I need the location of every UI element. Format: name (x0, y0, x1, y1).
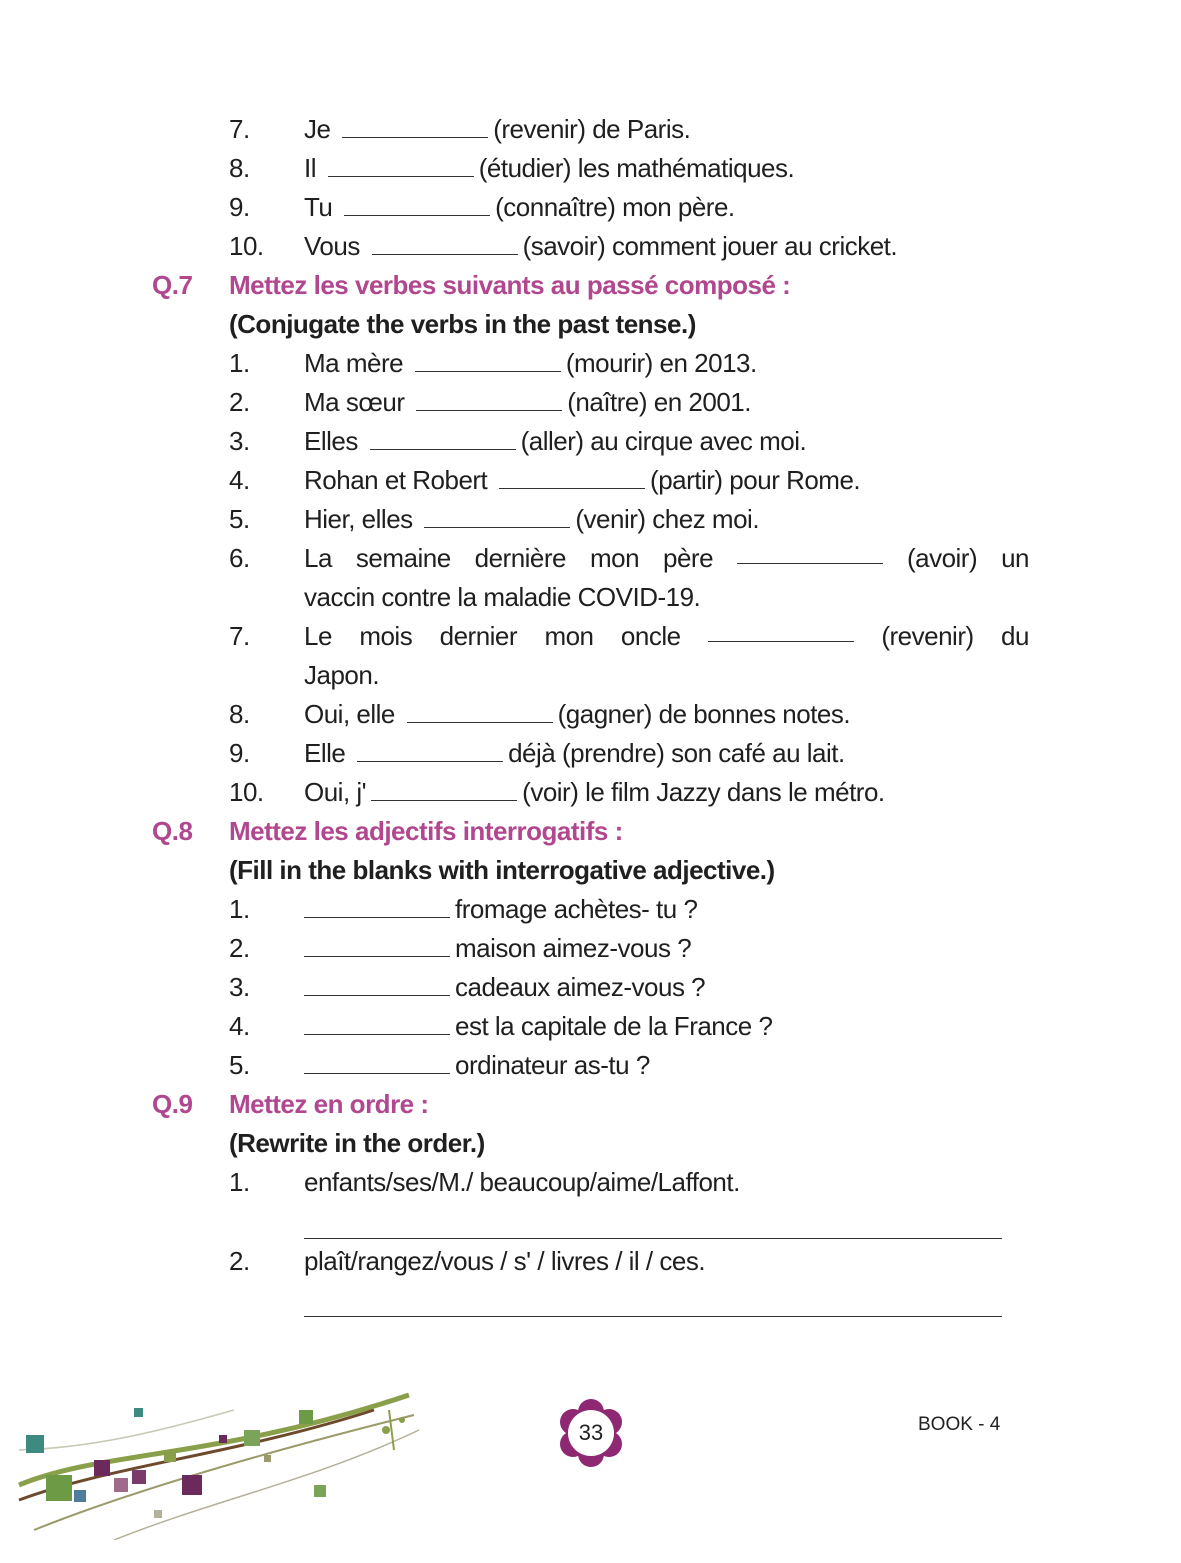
answer-blank[interactable] (499, 464, 645, 489)
answer-blank[interactable] (304, 1010, 450, 1035)
worksheet-page: 7. Je (revenir) de Paris. 8. Il (étudier) les mathématiques. 9. Tu (connaître) mon père. 10. Vous (savoir) comment jouer au cricket. Q.7 Mettez les verbes suivants au passé composé : (Conjugate the verbs in the past tense.) 1. Ma mère (mourir) en 2013. 2. Ma sœur (naître) en 2001. 3. Elles (aller) au cirque avec moi. 4. Rohan et Robert (partir) pour Rome. 5. Hier, elles (venir) chez moi. 6. La semaine dernière mon père (avoir) un vaccin contre la maladie COVID-19. 7. Le mois dernier mon oncle (revenir) du Japon. 8. Oui, elle (gagner) de bonnes notes. 9. Elle déjà (prendre) son café au lait. 10. Oui, j' (voir) le film Jazzy dans le métro. Q.8 Mettez les adjectifs interrogatifs : (Fill in the blanks with interrogative adjective.) 1. fromage achètes- tu ? 2. maison aimez-vous ? 3. cadeaux aimez-vous ? 4. est la capitale de la France ? 5. ordinateur as-tu ? Q.9 Mettez en ordre : (Rewrite in the order.) 1. enfants/ses/M./ beaucoup/aime/Laffont. 2. plaît/rangez/vous / s' / livres / il / ces. 33 BOOK - 4 (0, 0, 1181, 1563)
answer-blank[interactable] (371, 776, 517, 801)
book-label: BOOK - 4 (918, 1414, 1001, 1435)
answer-blank[interactable] (304, 932, 450, 957)
answer-blank[interactable] (304, 1049, 450, 1074)
answer-line[interactable] (304, 1238, 1002, 1239)
question-title: Mettez les verbes suivants au passé composé : (229, 270, 791, 300)
item-number: 9. (229, 192, 250, 222)
answer-line[interactable] (304, 1316, 1002, 1317)
answer-blank[interactable] (415, 347, 561, 372)
answer-blank[interactable] (416, 386, 562, 411)
question-title: Mettez en ordre : (229, 1089, 429, 1119)
answer-blank[interactable] (708, 617, 854, 642)
page-number-badge (556, 1398, 626, 1468)
answer-blank[interactable] (344, 191, 490, 216)
floral-decoration (14, 1390, 424, 1540)
item-number: 10. (229, 231, 264, 261)
question-title: Mettez les adjectifs interrogatifs : (229, 816, 623, 846)
item-number: 8. (229, 153, 250, 183)
question-number: Q.8 (152, 816, 193, 846)
answer-blank[interactable] (304, 893, 450, 918)
page-number: 33 (578, 1420, 604, 1445)
item-number: 7. (229, 114, 250, 144)
answer-blank[interactable] (424, 503, 570, 528)
answer-blank[interactable] (407, 698, 553, 723)
question-number: Q.9 (152, 1089, 193, 1119)
answer-blank[interactable] (357, 737, 503, 762)
answer-blank[interactable] (372, 230, 518, 255)
answer-blank[interactable] (328, 152, 474, 177)
answer-blank[interactable] (737, 539, 883, 564)
answer-blank[interactable] (304, 971, 450, 996)
answer-blank[interactable] (342, 113, 488, 138)
answer-blank[interactable] (370, 425, 516, 450)
question-number: Q.7 (152, 270, 193, 300)
